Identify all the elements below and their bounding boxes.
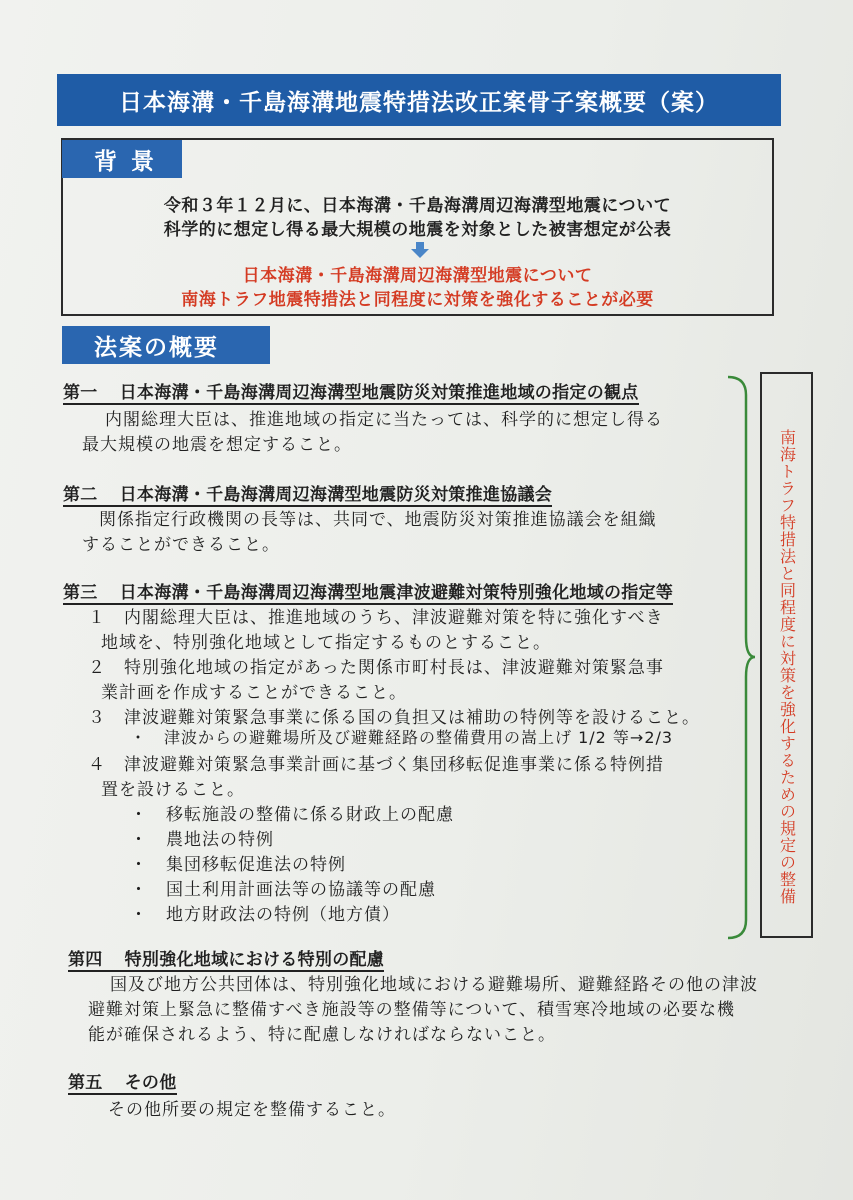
item-text-line: 置を設けること。 xyxy=(101,780,245,800)
item-bullet-line: ・ 国土利用計画法等の協議等の配慮 xyxy=(130,880,436,900)
summary-heading: 法案の概要 xyxy=(62,326,270,364)
brace-icon xyxy=(726,375,756,940)
item-heading-2 xyxy=(63,480,552,507)
item-text-line: 国及び地方公共団体は、特別強化地域における避難場所、避難経路その他の津波 xyxy=(110,975,758,995)
item-text-line: ４ 津波避難対策緊急事業計画に基づく集団移転促進事業に係る特例措 xyxy=(88,755,664,775)
item-text-line: ３ 津波避難対策緊急事業に係る国の負担又は補助の特例等を設けること。 xyxy=(88,708,700,728)
background-conclusion-line: 南海トラフ地震特措法と同程度に対策を強化することが必要 xyxy=(181,290,654,310)
item-heading-1 xyxy=(63,378,639,405)
background-line: 令和３年１２月に、日本海溝・千島海溝周辺海溝型地震について xyxy=(163,196,672,216)
background-conclusion-line: 日本海溝・千島海溝周辺海溝型地震について xyxy=(242,266,593,286)
item-text-line: ２ 特別強化地域の指定があった関係市町村長は、津波避難対策緊急事 xyxy=(88,658,664,678)
item-title: 日本海溝・千島海溝周辺海溝型地震津波避難対策特別強化地域の指定等 xyxy=(119,583,674,603)
item-number: 第一 xyxy=(63,383,98,403)
item-heading-4 xyxy=(68,945,384,972)
item-text-line: 業計画を作成することができること。 xyxy=(101,683,407,703)
item-text-line: 内閣総理大臣は、推進地域の指定に当たっては、科学的に想定し得る xyxy=(105,410,663,430)
background-line: 科学的に想定し得る最大規模の地震を対象とした被害想定が公表 xyxy=(163,220,672,240)
item-title: 日本海溝・千島海溝周辺海溝型地震防災対策推進地域の指定の観点 xyxy=(119,383,639,403)
item-text-line: 避難対策上緊急に整備すべき施設等の整備等について、積雪寒冷地域の必要な機 xyxy=(88,1000,735,1020)
item-text-line: １ 内閣総理大臣は、推進地域のうち、津波避難対策を特に強化すべき xyxy=(88,608,664,628)
document-title xyxy=(57,74,781,126)
side-note-text: 南海トラフ特措法と同程度に対策を強化するための規定の整備 xyxy=(777,429,797,905)
item-title: 日本海溝・千島海溝周辺海溝型地震防災対策推進協議会 xyxy=(119,485,553,505)
item-number: 第五 xyxy=(68,1073,103,1093)
item-title: その他 xyxy=(124,1073,177,1093)
item-text-line: 能が確保されるよう、特に配慮しなければならないこと。 xyxy=(88,1025,556,1045)
item-text-line: ・ 津波からの避難場所及び避難経路の整備費用の嵩上げ 1/2 等→2/3 xyxy=(130,728,674,747)
item-text-line: 最大規模の地震を想定すること。 xyxy=(82,435,352,455)
item-bullet-line: ・ 集団移転促進法の特例 xyxy=(130,855,346,875)
item-text-line: 関係指定行政機関の長等は、共同で、地震防災対策推進協議会を組織 xyxy=(99,510,657,530)
item-number: 第二 xyxy=(63,485,98,505)
item-heading-3 xyxy=(63,578,673,605)
down-arrow-icon xyxy=(411,242,429,258)
item-heading-5 xyxy=(68,1068,177,1095)
item-text-line: することができること。 xyxy=(82,535,280,555)
item-title: 特別強化地域における特別の配慮 xyxy=(124,950,385,970)
item-number: 第三 xyxy=(63,583,98,603)
item-text-line: その他所要の規定を整備すること。 xyxy=(108,1100,396,1120)
item-bullet-line: ・ 移転施設の整備に係る財政上の配慮 xyxy=(130,805,454,825)
item-number: 第四 xyxy=(68,950,103,970)
item-text-line: 地域を、特別強化地域として指定するものとすること。 xyxy=(101,633,551,653)
item-bullet-line: ・ 農地法の特例 xyxy=(130,830,274,850)
side-note-box xyxy=(760,372,813,938)
background-heading: 背景 xyxy=(62,140,182,178)
document-title-text: 日本海溝・千島海溝地震特措法改正案骨子案概要（案） xyxy=(119,89,719,116)
item-bullet-line: ・ 地方財政法の特例（地方債） xyxy=(130,905,400,925)
